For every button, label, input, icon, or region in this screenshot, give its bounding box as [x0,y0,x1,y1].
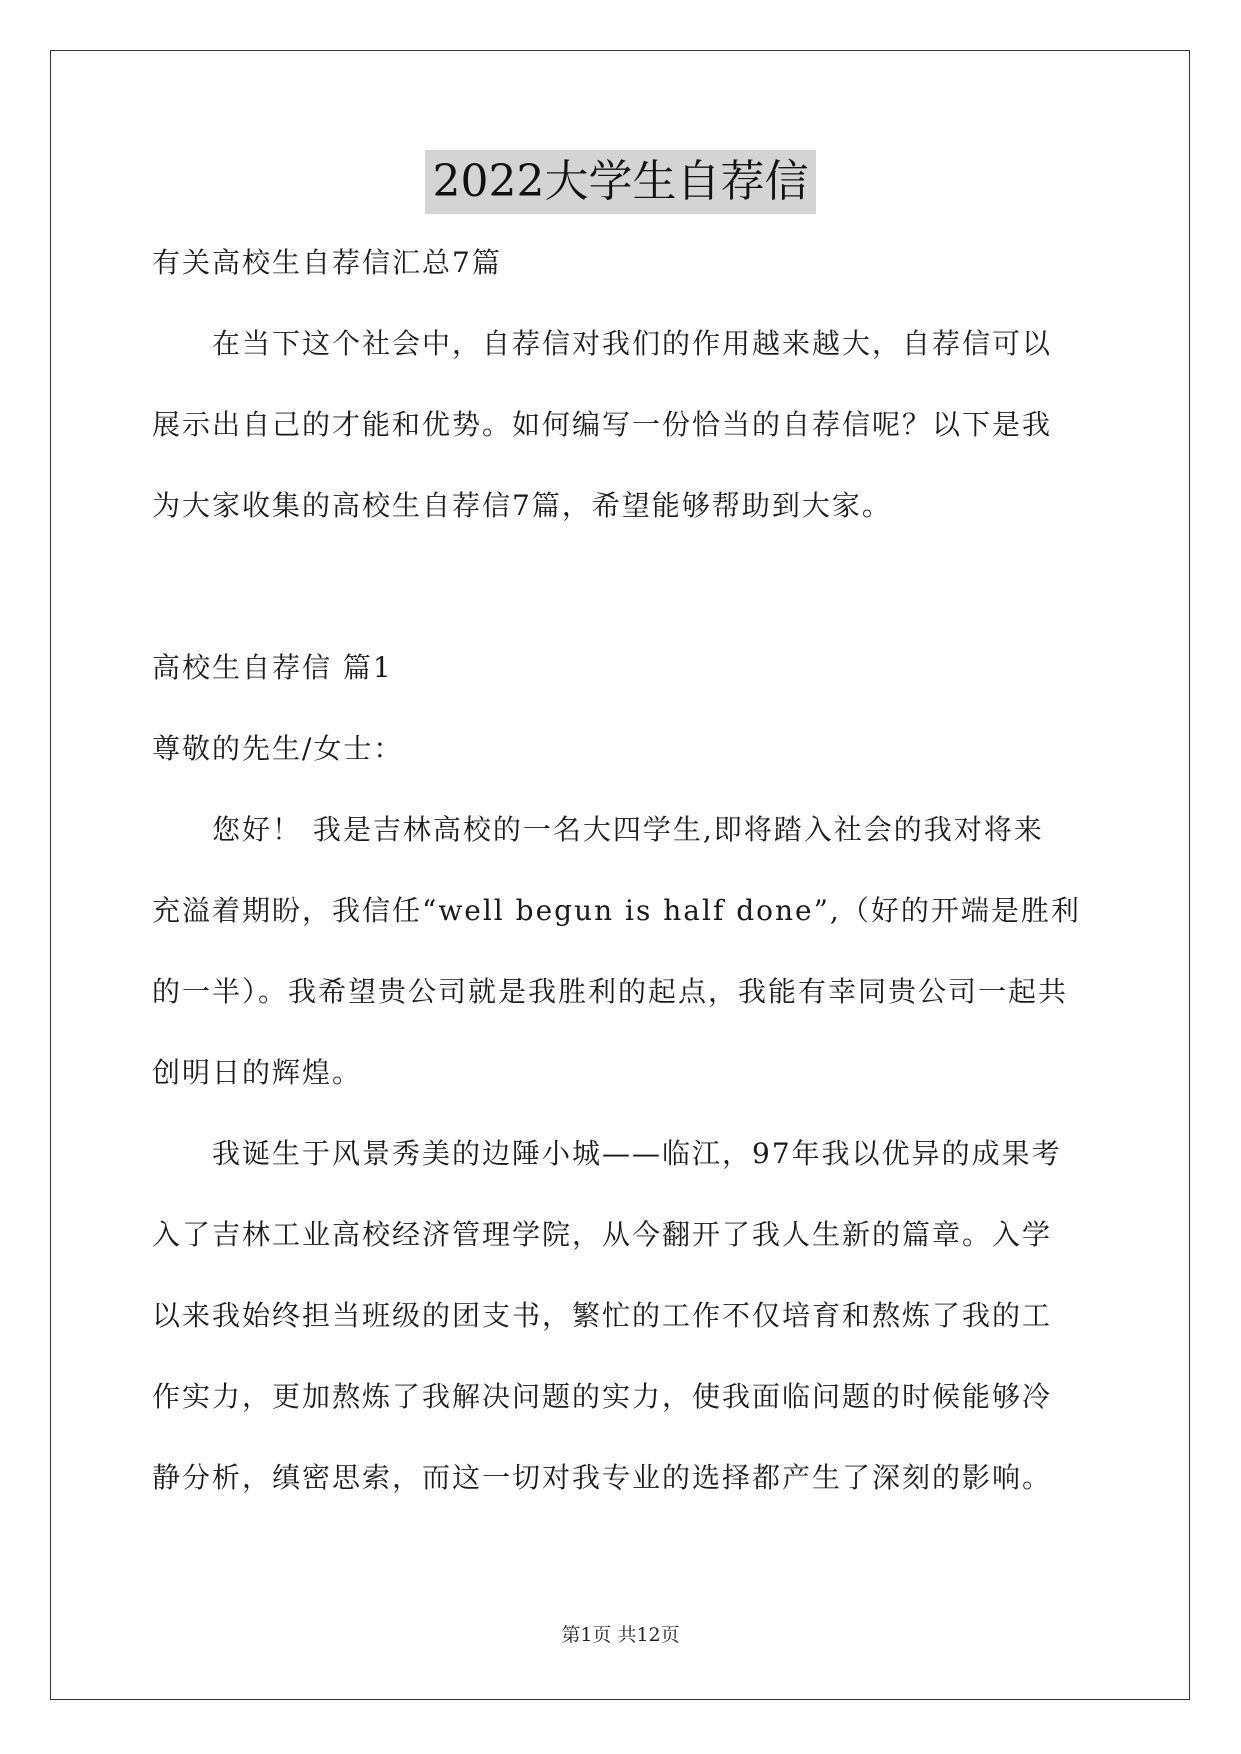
salutation: 尊敬的先生/女士： [152,732,404,765]
paragraph2-line: 以来我始终担当班级的团支书，繁忙的工作不仅培育和熬炼了我的工 [152,1299,1053,1332]
subtitle: 有关高校生自荐信汇总7篇 [152,246,502,279]
document-title: 2022大学生自荐信 [425,150,817,214]
paragraph1-line: 的一半）。我希望贵公司就是我胜利的起点，我能有幸同贵公司一起共 [152,975,1069,1008]
paragraph2-line: 作实力，更加熬炼了我解决问题的实力，使我面临问题的时候能够冷 [152,1380,1053,1413]
paragraph2-line: 我诞生于风景秀美的边陲小城——临江，97年我以优异的成果考 [212,1137,1062,1170]
document-body [152,222,1088,1518]
intro-line: 展示出自己的才能和优势。如何编写一份恰当的自荐信呢？以下是我 [152,408,1053,441]
paragraph1-line: 充溢着期盼，我信任“well begun is half done”,（好的开端是胜利 [152,894,1081,927]
paragraph2-line: 入了吉林工业高校经济管理学院，从今翻开了我人生新的篇章。入学 [152,1218,1053,1251]
intro-line: 在当下这个社会中，自荐信对我们的作用越来越大，自荐信可以 [212,327,1053,360]
paragraph1-line: 创明日的辉煌。 [152,1056,363,1089]
page-footer: 第1页 共12页 [561,1624,680,1646]
paragraph1-line: 您好！ 我是吉林高校的一名大四学生,即将踏入社会的我对将来 [212,813,1044,846]
spacer [152,546,1088,627]
intro-line: 为大家收集的高校生自荐信7篇，希望能够帮助到大家。 [152,489,892,522]
section-heading: 高校生自荐信 篇1 [152,651,393,684]
paragraph2-line: 静分析，缜密思索，而这一切对我专业的选择都产生了深刻的影响。 [152,1461,1053,1494]
title-container [0,150,1241,214]
